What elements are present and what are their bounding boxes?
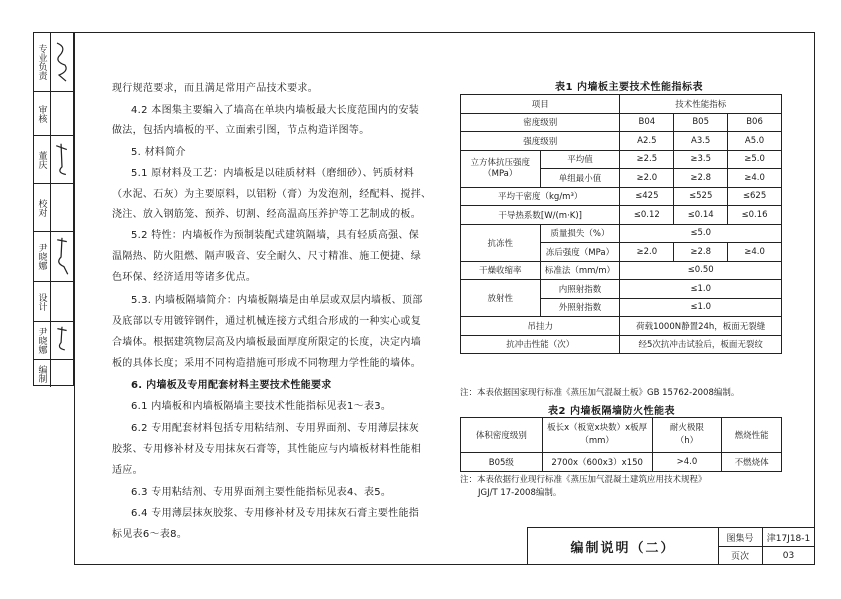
body-text-line: 6.4 专用薄层抹灰胶浆、专用修补材及专用抹灰石膏主要性能指: [131, 508, 420, 519]
t1-cell: ≤1.0: [620, 280, 782, 299]
signature-mark: [51, 282, 73, 321]
body-text-line: （水泥、石灰）为主要原料，以铝粉（膏）为发泡剂，经配料、搅拌、: [112, 189, 432, 200]
strip-label: 设计: [34, 282, 51, 321]
t2-head-fire-line1: 耐火极限: [669, 423, 704, 433]
strip-cell-4: [34, 184, 73, 232]
t2-head-size-line1: 板长x（板宽x块数）x板厚: [547, 423, 648, 433]
t1-cell: ≥3.5: [674, 150, 728, 169]
t1-strength-grade: 强度级别: [461, 132, 620, 151]
title-block: [527, 527, 815, 565]
atlas-label: 图集号: [718, 528, 763, 547]
body-text-line: 6.3 专用粘结剂、专用界面剂主要性能指标见表4、表5。: [131, 487, 392, 498]
t1-cell: 内照射指数: [540, 280, 620, 299]
strip-cell-6: [34, 282, 73, 322]
table2-note-2: JGJ/T 17-2008编制。: [478, 488, 562, 498]
table2-title: 表2 内墙板隔墙防火性能表: [548, 406, 675, 417]
t1-hang: 吊挂力: [461, 317, 620, 336]
body-text-line: 5. 材料简介: [131, 147, 186, 158]
signature-mark: [51, 360, 73, 387]
body-text-line: 现行规范要求，而且满足常用产品技术要求。: [112, 83, 318, 94]
t1-cell: 标准法（mm/m）: [540, 261, 620, 280]
t1-cell: B04: [620, 113, 674, 132]
t1-cell: 外照射指数: [540, 298, 620, 317]
t1-cell: ≥2.0: [620, 169, 674, 188]
t1-cell: 质量损失（%）: [540, 224, 620, 243]
t1-frost: 抗冻性: [461, 224, 541, 261]
atlas-number: 津17J18-1: [762, 528, 815, 547]
table1: [460, 94, 782, 354]
strip-label: 编制: [34, 360, 51, 387]
t1-density-grade: 密度级别: [461, 113, 620, 132]
t1-cell: ≤625: [728, 187, 782, 206]
strip-label: 专业负责: [34, 33, 51, 91]
strip-label: 尹晓娜: [34, 232, 51, 281]
t1-cell: ≤0.14: [674, 206, 728, 225]
t1-cell: ≤425: [620, 187, 674, 206]
t1-cell: 荷载1000N静置24h，板面无裂缝: [620, 317, 782, 336]
strip-cell-3: [34, 136, 73, 184]
t1-cell: ≤0.50: [620, 261, 782, 280]
t1-cell: A2.5: [620, 132, 674, 151]
body-text-line: 板的具体长度；采用不同构造措施可形成不同物理力学性能的墙体。: [112, 358, 421, 369]
body-text-line: 色环保、经济适用等诸多优点。: [112, 272, 257, 283]
t1-cell: B05: [674, 113, 728, 132]
t1-cell: ≤5.0: [620, 224, 782, 243]
t1-cell: ≥2.0: [620, 243, 674, 262]
t1-cell: A3.5: [674, 132, 728, 151]
t1-cell: B06: [728, 113, 782, 132]
strip-label: 董庆: [34, 136, 51, 183]
t1-dry-density: 平均干密度（kg/m³）: [461, 187, 620, 206]
t1-head-index: 技术性能指标: [620, 95, 782, 114]
sheet-title: 编制说明（二）: [528, 528, 719, 565]
t1-impact: 抗冲击性能（次）: [461, 335, 620, 354]
t2-head-fire-line2: （h）: [675, 436, 699, 446]
t2-head-burn: 燃烧性能: [722, 418, 782, 453]
t1-cell: ≤1.0: [620, 298, 782, 317]
t2-head-size: [542, 418, 652, 453]
t2-cell: 2700x（600x3）x150: [542, 453, 652, 472]
signature-strip: [33, 32, 74, 386]
table2: [460, 417, 782, 472]
table1-note: 注：本表依据国家现行标准《蒸压加气混凝土板》GB 15762-2008编制。: [460, 388, 740, 398]
body-text-line: 6. 内墙板及专用配套材料主要技术性能要求: [131, 380, 332, 391]
body-text-line: 标见表6～表8。: [112, 529, 188, 540]
body-text-line: 6.2 专用配套材料包括专用粘结剂、专用界面剂、专用薄层抹灰: [131, 423, 420, 434]
t1-cell: ≥2.5: [620, 150, 674, 169]
t1-cell: 冻后强度（MPa）: [540, 243, 620, 262]
t1-cell: ≤0.12: [620, 206, 674, 225]
t1-shrink: 干燥收缩率: [461, 261, 541, 280]
body-text-line: 适应。: [112, 465, 143, 476]
table2-note-1: 注：本表依据行业现行标准《蒸压加气混凝土建筑应用技术规程》: [460, 475, 707, 485]
t2-cell: B05级: [461, 453, 543, 472]
t1-cell: ≥2.8: [674, 243, 728, 262]
strip-label: 校对: [34, 184, 51, 231]
body-text-line: 胶浆、专用修补材及专用抹灰石膏等，其性能应与内墙板材料性能相: [112, 444, 421, 455]
body-text-line: 5.1 原材料及工艺：内墙板是以硅质材料（磨细砂）、钙质材料: [131, 168, 415, 179]
body-text-line: 温隔热、防火阻燃、隔声吸音、安全耐久、尺寸精准、施工便捷、绿: [112, 251, 421, 262]
signature-mark: [51, 92, 73, 135]
signature-mark: [51, 232, 73, 281]
t1-cell: A5.0: [728, 132, 782, 151]
t1-cell: ≥2.8: [674, 169, 728, 188]
t2-head-density: 体积密度级别: [461, 418, 543, 453]
t2-cell: >4.0: [652, 453, 722, 472]
strip-cell-5: [34, 232, 73, 282]
body-text-line: 6.1 内墙板和内墙板隔墙主要技术性能指标见表1～表3。: [131, 401, 392, 412]
t2-cell: 不燃烧体: [722, 453, 782, 472]
t1-cell: 单组最小值: [540, 169, 620, 188]
strip-cell-8: [34, 360, 73, 387]
signature-mark: [51, 136, 73, 183]
body-text-line: 做法，包括内墙板的平、立面索引图，节点构造详图等。: [112, 125, 370, 136]
signature-mark: [51, 33, 73, 91]
t1-cell: ≥5.0: [728, 150, 782, 169]
strip-label: 尹晓娜: [34, 322, 51, 359]
body-text-line: 合墙体。根据建筑物层高及内墙板最面厚度所限定的长度，决定内墙: [112, 337, 421, 348]
t1-cell: ≤0.16: [728, 206, 782, 225]
strip-label: 审核: [34, 92, 51, 135]
signature-mark: [51, 184, 73, 231]
t1-cell: ≥4.0: [728, 243, 782, 262]
page-number: 03: [782, 550, 795, 561]
strip-cell-2: [34, 92, 73, 136]
t1-thermal: 干导热系数[W/(m·K)]: [461, 206, 620, 225]
t1-head-item: 项目: [461, 95, 620, 114]
t1-cell: ≥4.0: [728, 169, 782, 188]
signature-mark: [51, 322, 73, 359]
t1-cell: 平均值: [540, 150, 620, 169]
body-text-line: 4.2 本图集主要编入了墙高在单块内墙板最大长度范围内的安装: [131, 105, 420, 116]
t1-cell: ≤525: [674, 187, 728, 206]
t2-head-fire: [652, 418, 722, 453]
t1-compressive-label: 立方体抗压强度（MPa）: [461, 150, 541, 187]
t2-head-size-line2: （mm）: [580, 436, 614, 446]
page-label: 页次: [718, 546, 763, 565]
body-text-line: 5.2 特性：内墙板作为预制装配式建筑隔墙，具有轻质高强、保: [131, 230, 420, 241]
body-text-line: 浇注、放入钢筋笼、预养、切割、经高温高压养护等工艺制成的板。: [112, 209, 421, 220]
t1-radioactivity: 放射性: [461, 280, 541, 317]
body-text-line: 5.3. 内墙板隔墙简介：内墙板隔墙是由单层或双层内墙板、顶部: [131, 295, 423, 306]
t1-cell: 经5次抗冲击试验后，板面无裂纹: [620, 335, 782, 354]
strip-cell-7: [34, 322, 73, 360]
strip-cell-1: [34, 33, 73, 92]
body-text-line: 及底部以专用镀锌钢件，通过机械连接方式组合形成的一种实心或复: [112, 316, 421, 327]
table1-title: 表1 内墙板主要技术性能指标表: [555, 82, 703, 93]
